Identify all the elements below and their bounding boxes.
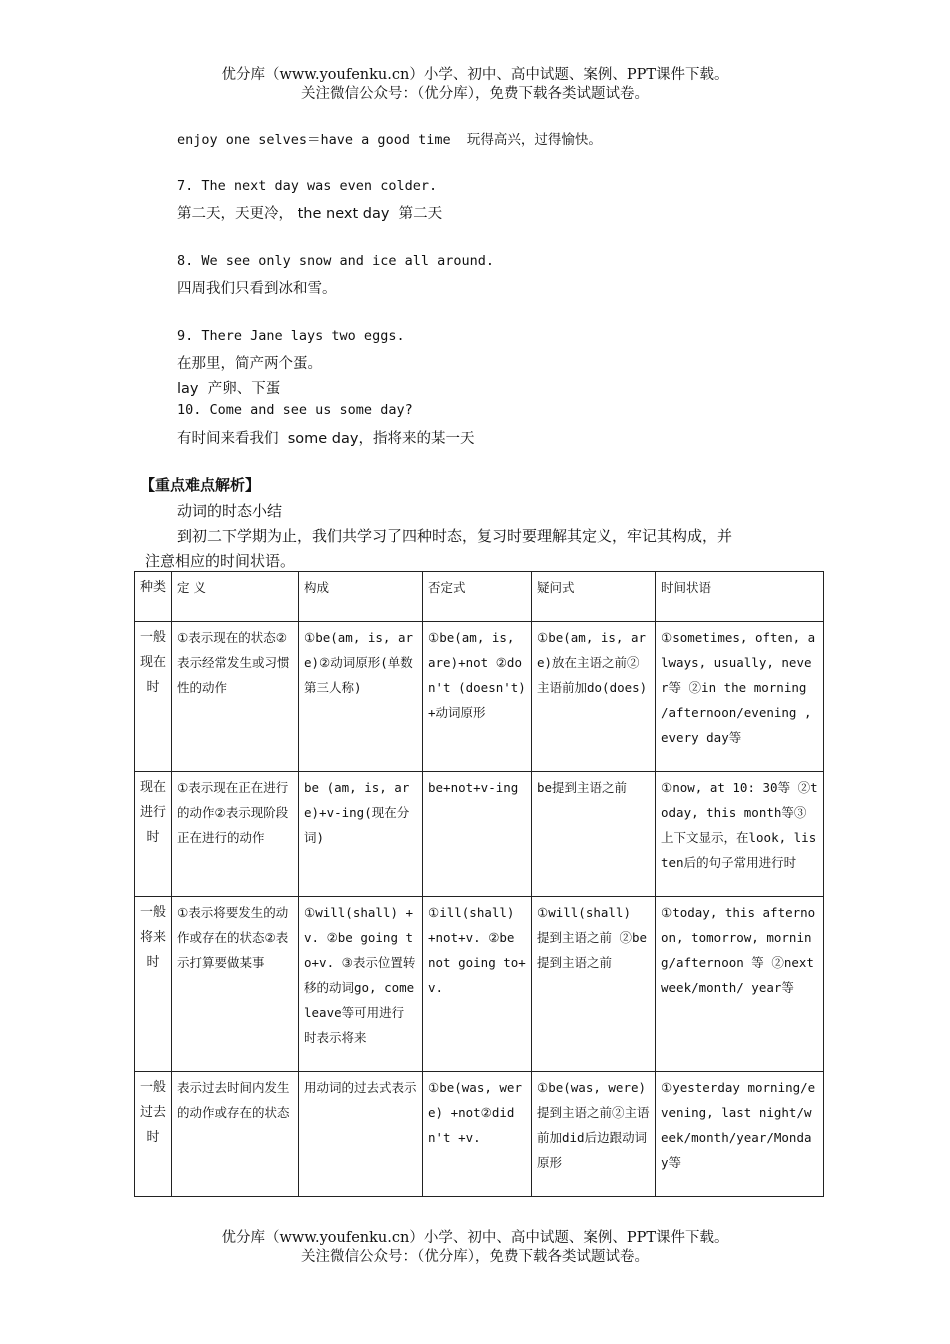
header-line-1: 优分库（www.youfenku.cn）小学、初中、高中试题、案例、PPT课件下载。 [221, 67, 729, 83]
structure-cell: ①will(shall) +v. ②be going to+v. ③表示位置转移的动词go, come leave等可用进行 时表示将来 [299, 897, 423, 1072]
sentence-8: 8. We see only snow and ice all around. [177, 253, 494, 269]
sentence-9: 9. There Jane lays two eggs. [177, 328, 405, 344]
structure-cell: be (am, is, are)+v-ing(现在分词) [299, 772, 423, 897]
footer-line-1: 优分库（www.youfenku.cn）小学、初中、高中试题、案例、PPT课件下载。 [221, 1230, 729, 1246]
question-cell: ①be(am, is, are)放在主语之前②主语前加do(does) [532, 622, 656, 772]
time-adverbial-cell: ①now, at 10: 30等 ②today, this month等③上下文显示，在look, listen后的句子常用进行时 [656, 772, 824, 897]
negative-cell: ①ill(shall) +not+v. ②be not going to+v. [423, 897, 532, 1072]
vocab-line-lay: lay 产卵、下蛋 [177, 381, 281, 397]
page-footer [0, 1229, 950, 1267]
tense-name-cell: 现在进行时 [135, 772, 172, 897]
tense-summary-table [134, 571, 824, 1197]
page-header [0, 66, 950, 104]
intro-line-2: 注意相应的时间状语。 [145, 552, 296, 570]
question-cell: ①will(shall) 提到主语之前 ②be提到主语之前 [532, 897, 656, 1072]
negative-cell: be+not+v-ing [423, 772, 532, 897]
time-adverbial-cell: ①sometimes, often, always, usually, never等 ②in the morning /afternoon/evening , every day等 [656, 622, 824, 772]
intro-line-1: 到初二下学期为止，我们共学习了四种时态，复习时要理解其定义，牢记其构成，并 [177, 527, 733, 545]
tense-name-cell: 一般将来时 [135, 897, 172, 1072]
negative-cell: ①be(am, is, are)+not ②don't (doesn't)+动词原形 [423, 622, 532, 772]
structure-cell: ①be(am, is, are)②动词原形(单数第三人称) [299, 622, 423, 772]
section-heading: 【重点难点解析】 [140, 476, 261, 494]
time-adverbial-cell: ①today, this afternoon, tomorrow, morning/afternoon 等 ②next week/month/ year等 [656, 897, 824, 1072]
definition-cell: ①表示将要发生的动作或存在的状态②表示打算要做某事 [172, 897, 299, 1072]
vocab-line-enjoy: enjoy one selves＝have a good time 玩得高兴，过得愉快。 [177, 132, 602, 148]
header-cell-time-adverbial: 时间状语 [656, 572, 824, 622]
question-cell: ①be(was, were)提到主语之前②主语前加did后边跟动词原形 [532, 1072, 656, 1197]
section-subtitle: 动词的时态小结 [177, 502, 283, 520]
table-row [135, 622, 824, 772]
translation-8: 四周我们只看到冰和雪。 [177, 281, 337, 297]
header-cell-definition: 定 义 [172, 572, 299, 622]
question-cell: be提到主语之前 [532, 772, 656, 897]
translation-10: 有时间来看我们 some day，指将来的某一天 [177, 431, 475, 447]
table-row [135, 897, 824, 1072]
header-line-2: 关注微信公众号：（优分库），免费下载各类试题试卷。 [301, 86, 649, 102]
structure-cell: 用动词的过去式表示 [299, 1072, 423, 1197]
header-cell-kind: 种类 [135, 572, 172, 622]
tense-name-cell: 一般现在时 [135, 622, 172, 772]
definition-cell: ①表示现在正在进行的动作②表示现阶段正在进行的动作 [172, 772, 299, 897]
tense-name-cell: 一般过去时 [135, 1072, 172, 1197]
definition-cell: 表示过去时间内发生的动作或存在的状态 [172, 1072, 299, 1197]
table-row [135, 772, 824, 897]
sentence-10: 10. Come and see us some day? [177, 402, 413, 418]
translation-9: 在那里，简产两个蛋。 [177, 356, 322, 372]
table-row [135, 1072, 824, 1197]
translation-7: 第二天，天更冷， the next day 第二天 [177, 206, 443, 222]
header-cell-negative: 否定式 [423, 572, 532, 622]
time-adverbial-cell: ①yesterday morning/evening, last night/week/month/year/Monday等 [656, 1072, 824, 1197]
negative-cell: ①be(was, were) +not②didn't +v. [423, 1072, 532, 1197]
table-header-row [135, 572, 824, 622]
definition-cell: ①表示现在的状态②表示经常发生或习惯性的动作 [172, 622, 299, 772]
sentence-7: 7. The next day was even colder. [177, 178, 438, 194]
footer-line-2: 关注微信公众号：（优分库），免费下载各类试题试卷。 [301, 1249, 649, 1265]
header-cell-question: 疑问式 [532, 572, 656, 622]
header-cell-structure: 构成 [299, 572, 423, 622]
